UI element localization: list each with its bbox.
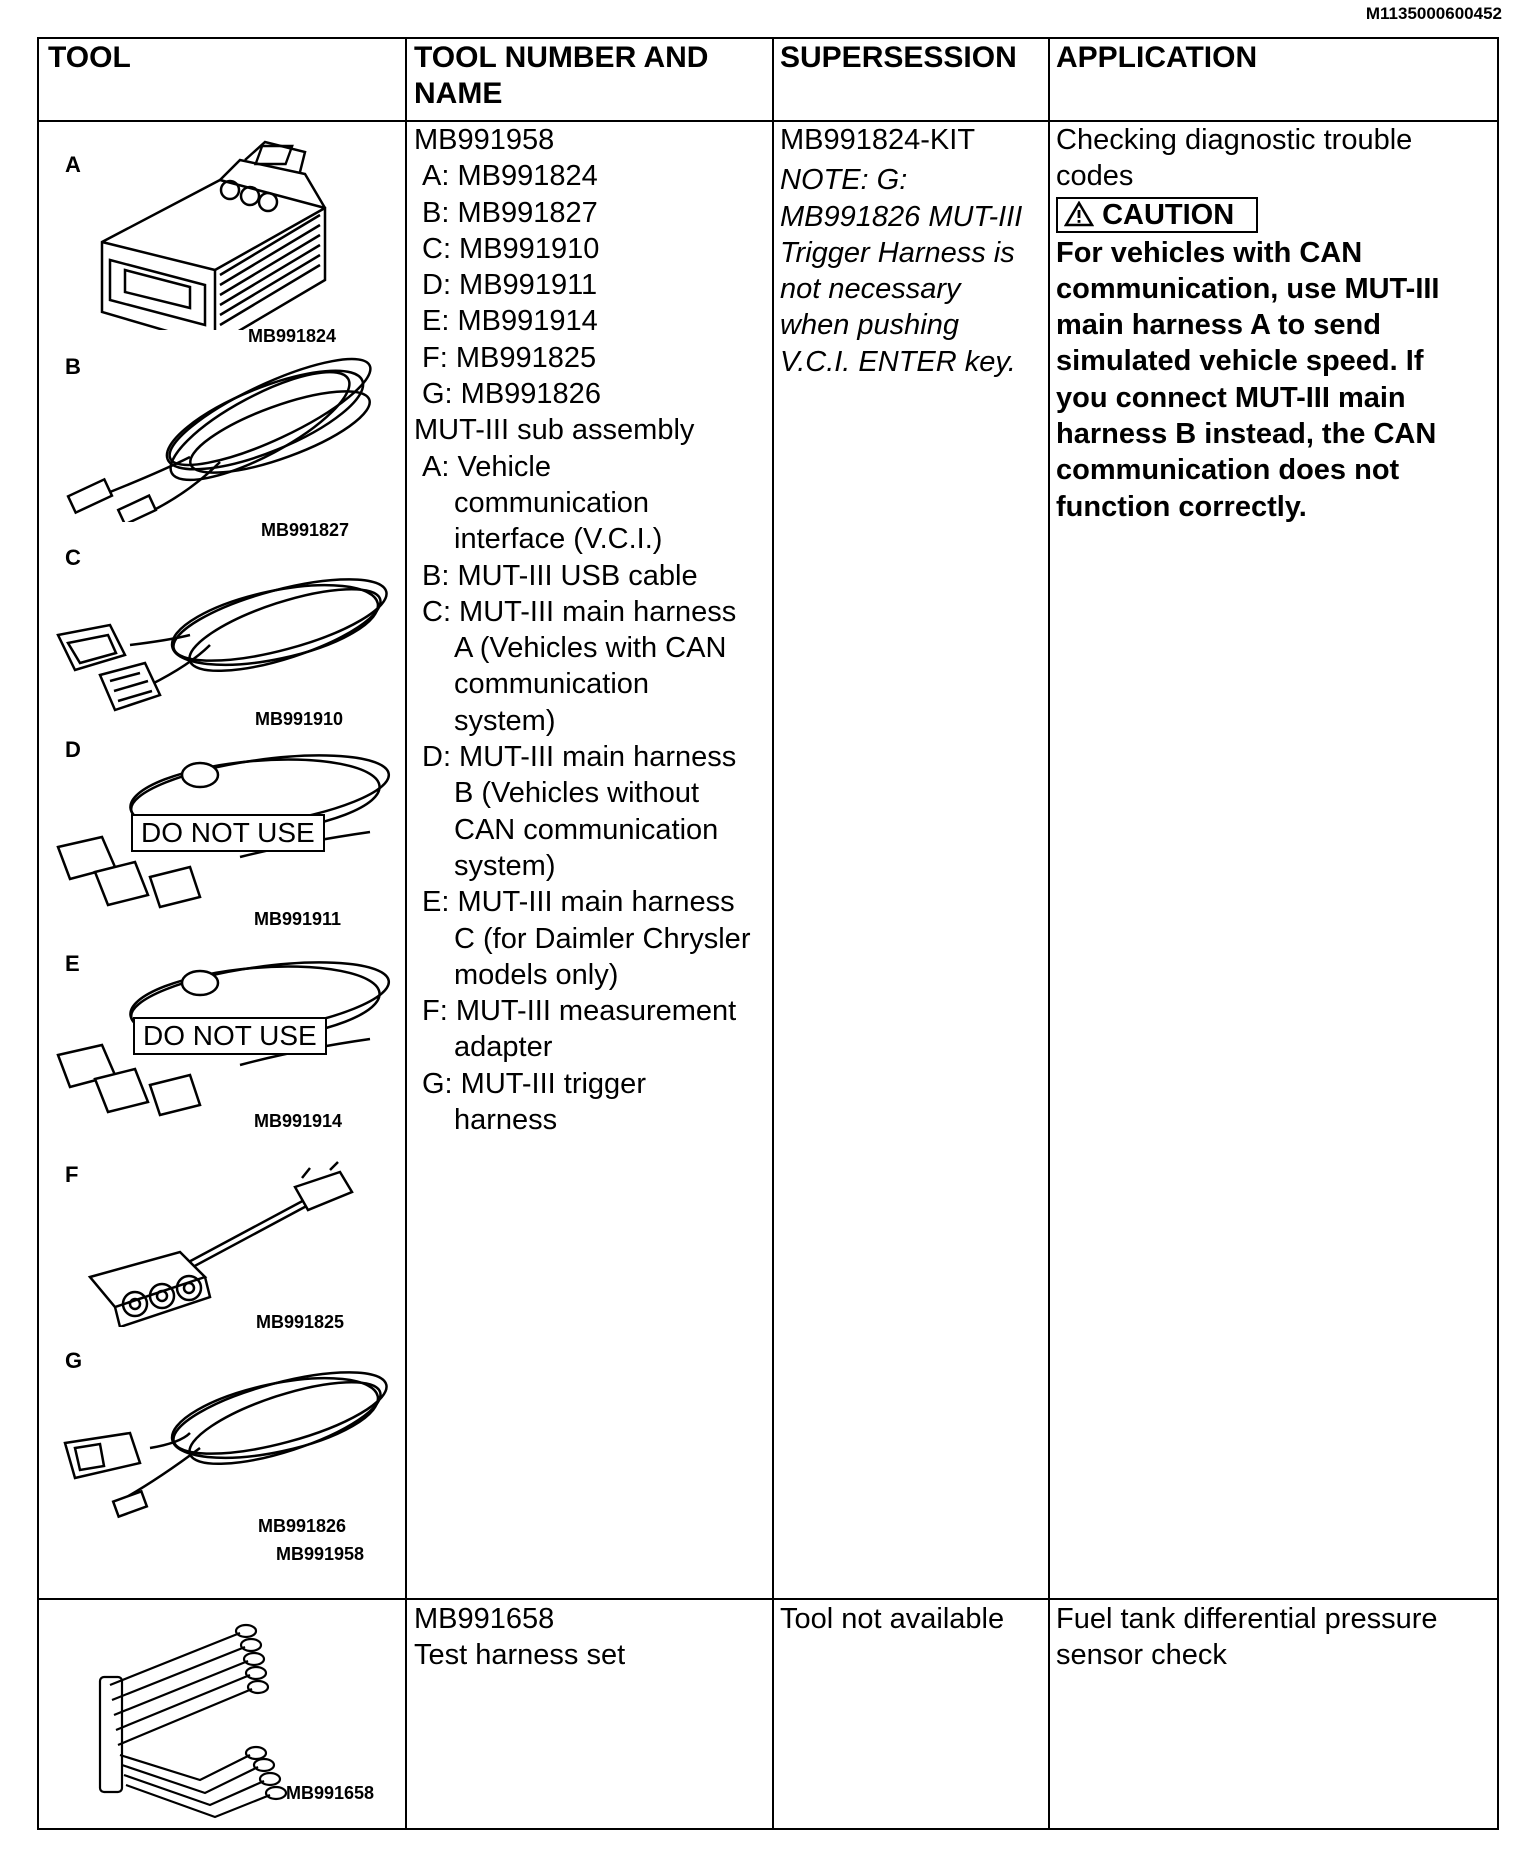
- tool-number-line: G: MUT-III trigger: [422, 1067, 646, 1100]
- tool-number-line: A: MB991824: [422, 160, 598, 193]
- main-harness-a-icon: [40, 545, 405, 715]
- tool-number-line: F: MUT-III measurement: [422, 995, 737, 1028]
- row2-number-cell: MB991658 Test harness set: [414, 1603, 626, 1672]
- caution-label: CAUTION: [1102, 198, 1235, 231]
- caution-text: For vehicles with CAN communication, use MUT-III main harness A to send simulated vehicle speed. If you connect MUT-III main harness B instead, the CAN communication does not function correctly.: [1056, 236, 1440, 523]
- tool-number-line: B: MUT-III USB cable: [422, 559, 698, 592]
- tool-number-line: interface (V.C.I.): [454, 523, 663, 556]
- tool-number-line: CAN communication: [454, 813, 719, 846]
- header-tool-number-name: TOOL NUMBER AND NAME: [414, 41, 709, 110]
- tool-number-line: adapter: [454, 1031, 553, 1064]
- warning-triangle-icon: [1064, 201, 1094, 227]
- do-not-use-label-e: DO NOT USE: [133, 1017, 327, 1055]
- tool-number-line: models only): [454, 958, 619, 991]
- supersession-note: NOTE: G: MB991826 MUT-III Trigger Harness is not necessary when pushing V.C.I. ENTER key.: [780, 164, 1023, 378]
- document-id: M1135000600452: [1365, 4, 1502, 23]
- tool-number-line: E: MUT-III main harness: [422, 886, 735, 919]
- trigger-harness-icon: [40, 1348, 405, 1538]
- tool-number-line: D: MUT-III main harness: [422, 741, 737, 774]
- tool-a-illustration: A MB991824: [40, 130, 405, 350]
- header-supersession: SUPERSESSION: [780, 41, 1017, 74]
- tool-number-line: C: MUT-III main harness: [422, 595, 737, 628]
- measurement-adapter-icon: [40, 1152, 405, 1327]
- tool-number-list: [414, 122, 750, 1138]
- test-harness-part: MB991658: [286, 1783, 375, 1803]
- tool-number-line: communication: [454, 668, 650, 701]
- tool-set-part-number: MB991958: [276, 1544, 365, 1564]
- tool-number-line: C: MB991910: [422, 232, 600, 265]
- tool-e-illustration: E DO NOT USE MB991914: [40, 937, 405, 1135]
- vci-device-icon: [40, 130, 405, 330]
- header-tool: TOOL: [48, 41, 131, 74]
- supersession-value: MB991824-KIT: [780, 124, 976, 156]
- tool-number-line: MB991958: [414, 124, 555, 156]
- tool-number-line: A: Vehicle: [422, 450, 551, 483]
- tool-number-line: G: MB991826: [422, 378, 601, 411]
- tool-number-line: MUT-III sub assembly: [414, 414, 695, 447]
- tool-g-illustration: G MB991826 MB991958: [40, 1348, 405, 1578]
- row2-supersession: Tool not available: [780, 1603, 1005, 1635]
- caution-box: [1056, 197, 1258, 233]
- tool-number-line: system): [454, 704, 556, 737]
- tool-number-line: B (Vehicles without: [454, 777, 700, 810]
- tool-b-illustration: B MB991827: [40, 352, 405, 544]
- do-not-use-label-d: DO NOT USE: [131, 814, 325, 852]
- tool-number-line: communication: [454, 486, 650, 519]
- tool-number-line: E: MB991914: [422, 305, 598, 338]
- tool-number-line: B: MB991827: [422, 196, 598, 229]
- usb-cable-icon: [40, 352, 405, 522]
- tool-number-line: A (Vehicles with CAN: [454, 632, 727, 665]
- tool-number-line: harness: [454, 1104, 558, 1137]
- tool-number-line: D: MB991911: [422, 269, 598, 302]
- row2-application: Fuel tank differential pressure sensor check: [1056, 1603, 1438, 1672]
- application-cell: Checking diagnostic trouble codes CAUTION For vehicles with CAN communication, use MUT-III main harness A to send simulated vehicle speed. If you connect MUT-III main harness B instead, the CAN communication does not function correctly.: [1056, 122, 1440, 525]
- tool-f-illustration: F MB991825: [40, 1152, 405, 1342]
- tool-c-illustration: C MB991910: [40, 545, 405, 735]
- tool-d-illustration: D DO NOT USE MB991911: [40, 737, 405, 935]
- tool-number-line: system): [454, 849, 556, 882]
- supersession-cell: [780, 122, 1022, 380]
- tool-number-line: F: MB991825: [422, 341, 597, 374]
- header-application: APPLICATION: [1056, 41, 1258, 74]
- tool-number-line: C (for Daimler Chrysler: [454, 922, 751, 955]
- test-harness-illustration: [40, 1605, 405, 1825]
